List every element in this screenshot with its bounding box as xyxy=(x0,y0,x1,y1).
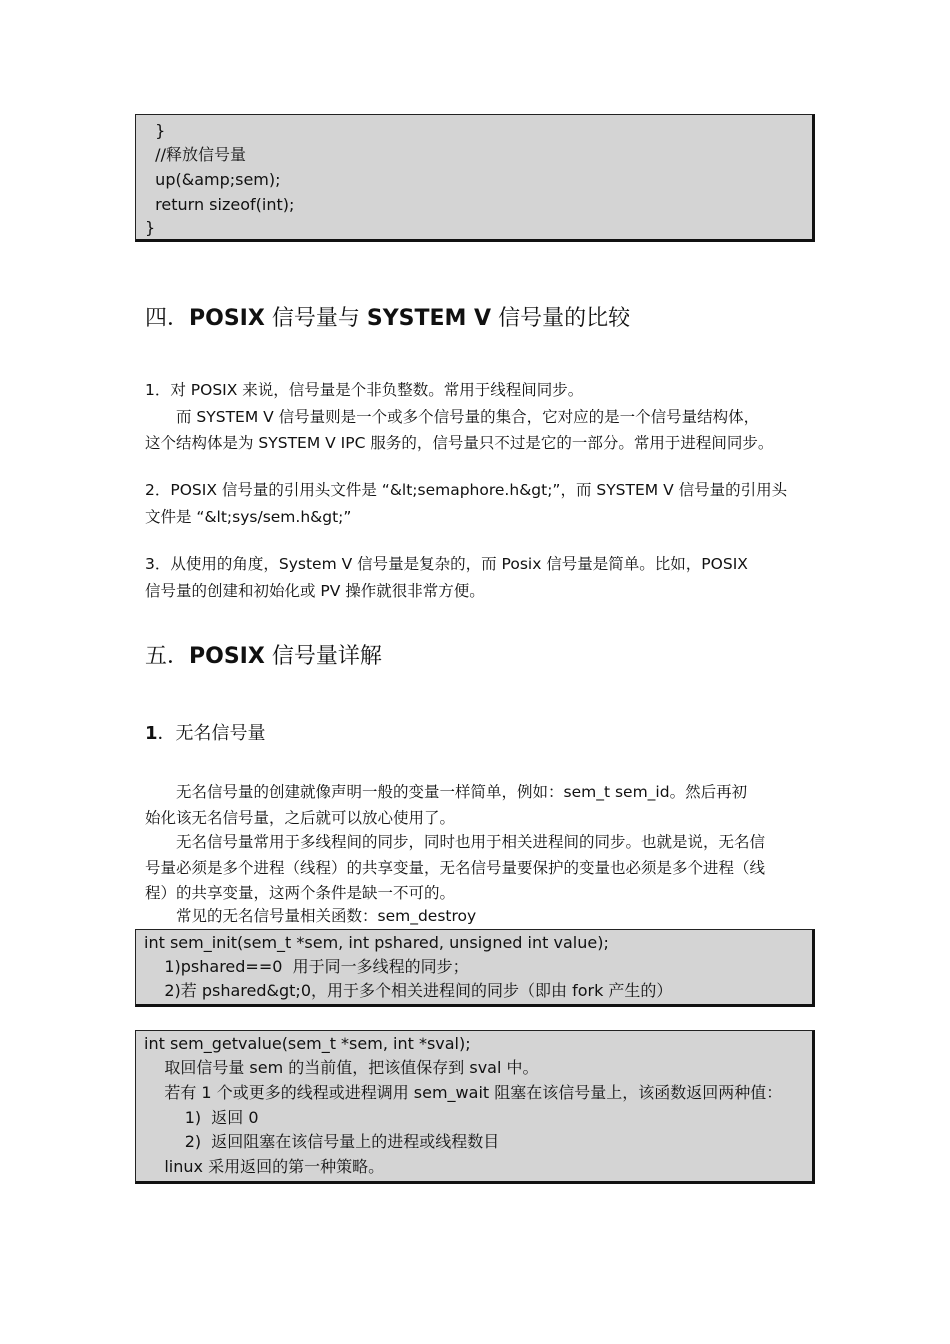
code-line: 1) 返回 0 xyxy=(144,1108,259,1127)
paragraph-line: 1．对 POSIX 来说，信号量是个非负整数。常用于线程间同步。 xyxy=(145,381,584,399)
heading-prefix: 五． xyxy=(145,644,190,669)
code-line: 1)pshared==0 用于同一多线程的同步； xyxy=(144,957,469,976)
subsection-title: ．无名信号量 xyxy=(157,723,266,744)
heading-text: 信号量与 xyxy=(264,306,367,331)
heading-prefix: 四． xyxy=(145,306,190,331)
paragraph-line: 而 SYSTEM V 信号量则是一个或多个信号量的集合，它对应的是一个信号量结构体， xyxy=(145,408,760,426)
code-line: //释放信号量 xyxy=(145,145,246,164)
subsection-heading xyxy=(145,721,266,747)
paragraph-line: 文件是 “&lt;sys/sem.h&gt;” xyxy=(145,508,352,526)
heading-bold-posix: POSIX xyxy=(189,644,265,669)
code-line: 若有 1 个或更多的线程或进程调用 sem_wait 阻塞在该信号量上，该函数返回两种值： xyxy=(144,1083,783,1102)
heading-text: 信号量详解 xyxy=(264,644,382,669)
code-line: } xyxy=(145,218,156,237)
paragraph-line: 3．从使用的角度，System V 信号量是复杂的，而 Posix 信号量是简单。比如，POSIX xyxy=(145,555,748,573)
heading-text: 信号量的比较 xyxy=(491,306,631,331)
paragraph-line: 常见的无名信号量相关函数：sem_destroy xyxy=(145,907,477,925)
code-line: int sem_init(sem_t *sem, int pshared, unsigned int value); xyxy=(144,933,609,952)
code-block-sem-getvalue xyxy=(135,1030,815,1184)
paragraph-line: 这个结构体是为 SYSTEM V IPC 服务的，信号量只不过是它的一部分。常用于进程间同步。 xyxy=(145,434,774,452)
code-line: int sem_getvalue(sem_t *sem, int *sval); xyxy=(144,1034,471,1053)
paragraph-line: 程）的共享变量，这两个条件是缺一不可的。 xyxy=(145,884,456,902)
paragraph-line: 信号量的创建和初始化或 PV 操作就很非常方便。 xyxy=(145,582,485,600)
code-line: linux 采用返回的第一种策略。 xyxy=(144,1157,385,1176)
code-block-sem-init xyxy=(135,929,815,1007)
section-4-heading xyxy=(145,304,630,334)
code-line: return sizeof(int); xyxy=(145,195,295,214)
code-block-up-sem xyxy=(135,114,815,242)
code-line: up(&amp;sem); xyxy=(145,170,281,189)
code-line: 2)若 pshared&gt;0，用于多个相关进程间的同步（即由 fork 产生的） xyxy=(144,981,673,1000)
paragraph-line: 2．POSIX 信号量的引用头文件是 “&lt;semaphore.h&gt;”，而 SYSTEM V 信号量的引用头 xyxy=(145,481,788,499)
heading-bold-posix: POSIX xyxy=(189,306,265,331)
paragraph-line: 无名信号量常用于多线程间的同步，同时也用于相关进程间的同步。也就是说，无名信 xyxy=(145,833,766,851)
code-line: 2) 返回阻塞在该信号量上的进程或线程数目 xyxy=(144,1132,500,1151)
subsection-number: 1 xyxy=(145,723,158,744)
paragraph-line: 始化该无名信号量，之后就可以放心使用了。 xyxy=(145,809,456,827)
paragraph-line: 号量必须是多个进程（线程）的共享变量，无名信号量要保护的变量也必须是多个进程（线 xyxy=(145,859,766,877)
paragraph-line: 无名信号量的创建就像声明一般的变量一样简单，例如：sem_t sem_id。然后再初 xyxy=(145,783,748,801)
code-line: } xyxy=(145,121,166,140)
heading-bold-systemv: SYSTEM V xyxy=(366,306,492,331)
section-5-heading xyxy=(145,642,382,672)
code-line: 取回信号量 sem 的当前值，把该值保存到 sval 中。 xyxy=(144,1058,539,1077)
